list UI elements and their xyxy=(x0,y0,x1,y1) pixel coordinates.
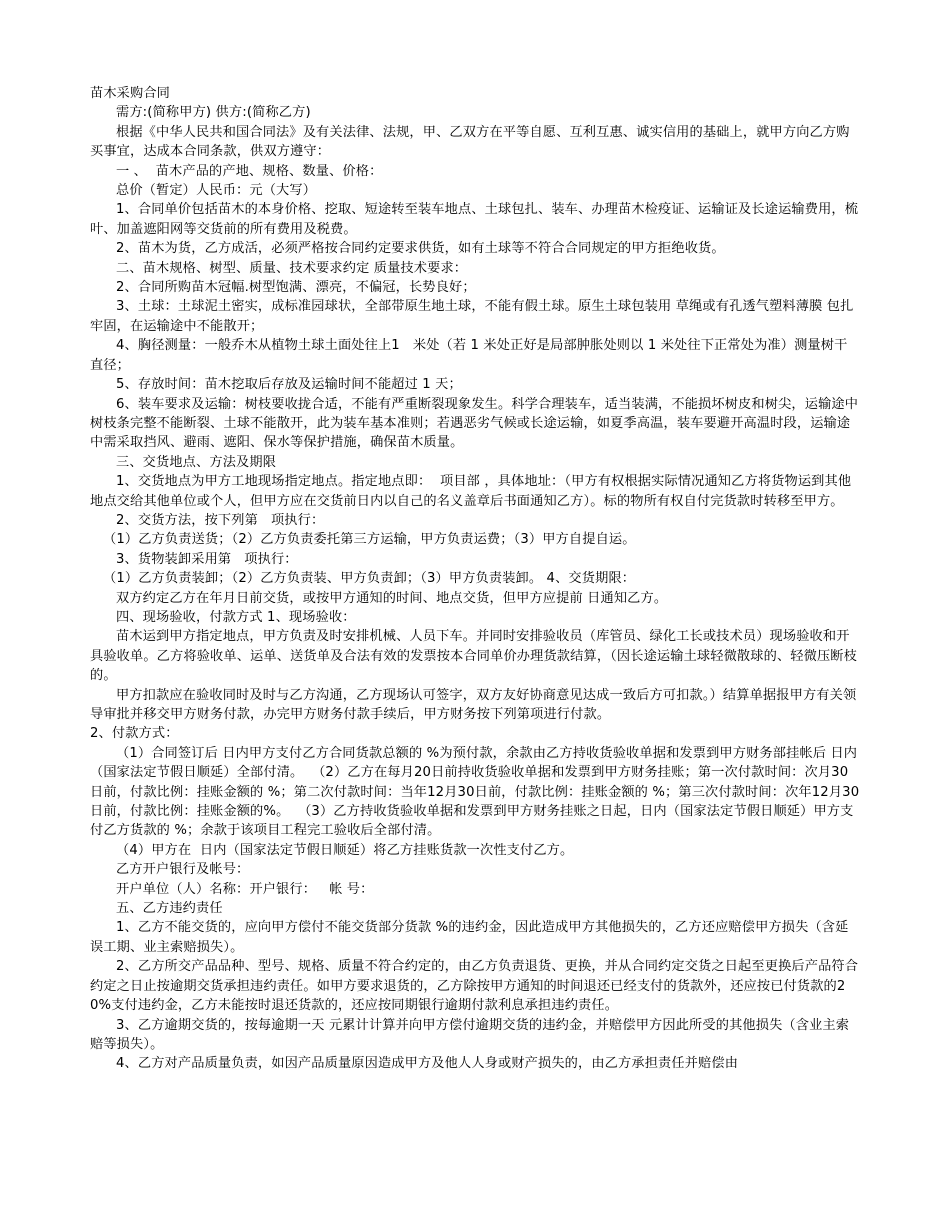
section-heading-2: 二、苗木规格、树型、质量、技术要求约定 质量技术要求： xyxy=(116,260,468,276)
paragraph-3-2: 2、交货方法，按下列第 项执行： xyxy=(116,512,325,528)
section-heading-4: 四、现场验收，付款方式 1、现场验收： xyxy=(116,609,356,625)
paragraph-4-1-deduction: 甲方扣款应在验收同时及时与乙方沟通，乙方现场认可签字，双方友好协商意见达成一致后方可扣款。）结算单据报甲方有关领导审批并移交甲方财务付款，办完甲方财务付款手续后，甲方财务按下列第项进行付款。 xyxy=(90,687,857,722)
paragraph-bank-account: 乙方开户银行及帐号： xyxy=(116,862,250,878)
paragraph-4-2-option-4: （4）甲方在 日内（国家法定节假日顺延）将乙方挂账货款一次性支付乙方。 xyxy=(116,842,574,858)
paragraph-3-3-options: （1）乙方负责装卸；（2）乙方负责装、甲方负责卸；（3）甲方负责装卸。 4、交货期限： xyxy=(103,571,636,587)
section-heading-3: 三、交货地点、方法及期限 xyxy=(116,454,277,470)
paragraph-5-4: 4、乙方对产品质量负责，如因产品质量原因造成甲方及他人人身或财产损失的，由乙方承担责任并赔偿由 xyxy=(116,1056,739,1072)
paragraph-account-details: 开户单位（人）名称：开户银行： 帐 号： xyxy=(116,881,374,897)
paragraph-preamble: 根据《中华人民共和国合同法》及有关法律、法规，甲、乙双方在平等自愿、互利互惠、诚实信用的基础上，就甲方向乙方购买事宜，达成本合同条款，供双方遵守： xyxy=(90,124,850,160)
paragraph-1-1: 1、合同单价包括苗木的本身价格、挖取、短途转至装车地点、土球包扎、装车、办理苗木检疫证、运输证及长途运输费用，梳叶、加盖遮阳网等交货前的所有费用及税费。 xyxy=(90,202,859,237)
paragraph-1-2: 2、苗木为货，乙方成活，必须严格按合同约定要求供货，如有土球等不符合合同规定的甲方拒绝收货。 xyxy=(116,241,725,257)
paragraph-parties: 需方:(简称甲方) 供方:(简称乙方) xyxy=(116,105,311,121)
paragraph-5-3: 3、乙方逾期交货的，按每逾期一天 元累计计算并向甲方偿付逾期交货的违约金，并赔偿甲方因此所受的其他损失（含业主索赔等损失）。 xyxy=(90,1017,850,1052)
paragraph-4-2-options: （1）合同签订后 日内甲方支付乙方合同货款总额的 %为预付款，余款由乙方持收货验收单据和发票到甲方财务部挂帐后 日内（国家法定节假日顺延）全部付清。 （2）乙方在每月20日前持收货验收单据和发票到甲方财务挂账；第一次付款时间：次月30日前，付款比例：挂账金额的 %；第二次付款时间：当年12月30日前，付款比例：挂账金额的 %；第三次付款时间：次年12月30日前，付款比例：挂账金额的%。 （3）乙方持收货验收单据和发票到甲方财务挂账之日起，日内（国家法定节假日顺延）甲方支付乙方货款的 %；余款于该项目工程完工验收后全部付清。 xyxy=(90,745,860,839)
paragraph-3-4: 双方约定乙方在年月日前交货，或按甲方通知的时间、地点交货，但甲方应提前 日通知乙方。 xyxy=(116,590,668,606)
section-heading-1: 一 、 苗木产品的产地、规格、数量、价格： xyxy=(116,163,383,179)
paragraph-2-6: 6、装车要求及运输：树枝要收拢合适，不能有严重断裂现象发生。科学合理装车，适当装满，不能损坏树皮和树尖，运输途中树枝条完整不能断裂、土球不能散开，此为装车基本准则；若遇恶劣气候或长途运输，如夏季高温，装车要避开高温时段，运输途中需采取挡风、避雨、遮阳、保水等保护措施，确保苗木质量。 xyxy=(90,396,859,451)
paragraph-4-1: 苗木运到甲方指定地点，甲方负责及时安排机械、人员下车。并同时安排验收员（库管员、绿化工长或技术员）现场验收和开具验收单。乙方将验收单、运单、送货单及合法有效的发票按本合同单价办理货款结算，（因长途运输土球轻微散球的、轻微压断枝的。 xyxy=(90,629,857,684)
paragraph-2-2: 2、合同所购苗木冠幅.树型饱满、漂亮，不偏冠，长势良好； xyxy=(116,280,476,296)
document-title: 苗木采购合同 xyxy=(90,86,171,101)
paragraph-5-2: 2、乙方所交产品品种、型号、规格、质量不符合约定的，由乙方负责退货、更换，并从合同约定交货之日起至更换后产品符合约定之日止按逾期交货承担违约责任。如甲方要求退货的，乙方除按甲方通知的时间退还已经支付的货款外，还应按已付货款的20%支付违约金，乙方未能按时退还货款的，还应按同期银行逾期付款利息承担违约责任。 xyxy=(90,959,859,1014)
paragraph-total-price: 总价（暂定）人民币：元（大写） xyxy=(116,183,317,199)
paragraph-3-2-options: （1）乙方负责送货；（2）乙方负责委托第三方运输，甲方负责运费；（3）甲方自提自运。 xyxy=(103,532,636,548)
section-heading-5: 五、乙方违约责任 xyxy=(116,901,223,917)
paragraph-5-1: 1、乙方不能交货的，应向甲方偿付不能交货部分货款 %的违约金，因此造成甲方其他损失的，乙方还应赔偿甲方损失（含延误工期、业主索赔损失）。 xyxy=(90,920,849,955)
paragraph-2-4: 4、胸径测量：一般乔木从植物土球土面处往上1 米处（若 1 米处正好是局部肿胀处则以 1 米处往下正常处为准）测量树干直径； xyxy=(90,338,848,373)
paragraph-4-2-heading: 2、付款方式： xyxy=(90,726,179,742)
paragraph-3-3: 3、货物装卸采用第 项执行： xyxy=(116,551,298,567)
paragraph-2-5: 5、存放时间：苗木挖取后存放及运输时间不能超过 1 天； xyxy=(116,377,462,393)
paragraph-2-3: 3、土球：土球泥土密实，成标准园球状，全部带原生地土球，不能有假土球。原生土球包装用 草绳或有孔透气塑料薄膜 包扎牢固，在运输途中不能散开； xyxy=(90,299,854,334)
paragraph-3-1: 1、交货地点为甲方工地现场指定地点。指定地点即： 项目部 ，具体地址：（甲方有权根据实际情况通知乙方将货物运到其他地点交给其他单位或个人，但甲方应在交货前日内以自己的名义盖章后书面通知乙方）。标的物所有权自付完货款时转移至甲方。 xyxy=(90,474,852,509)
